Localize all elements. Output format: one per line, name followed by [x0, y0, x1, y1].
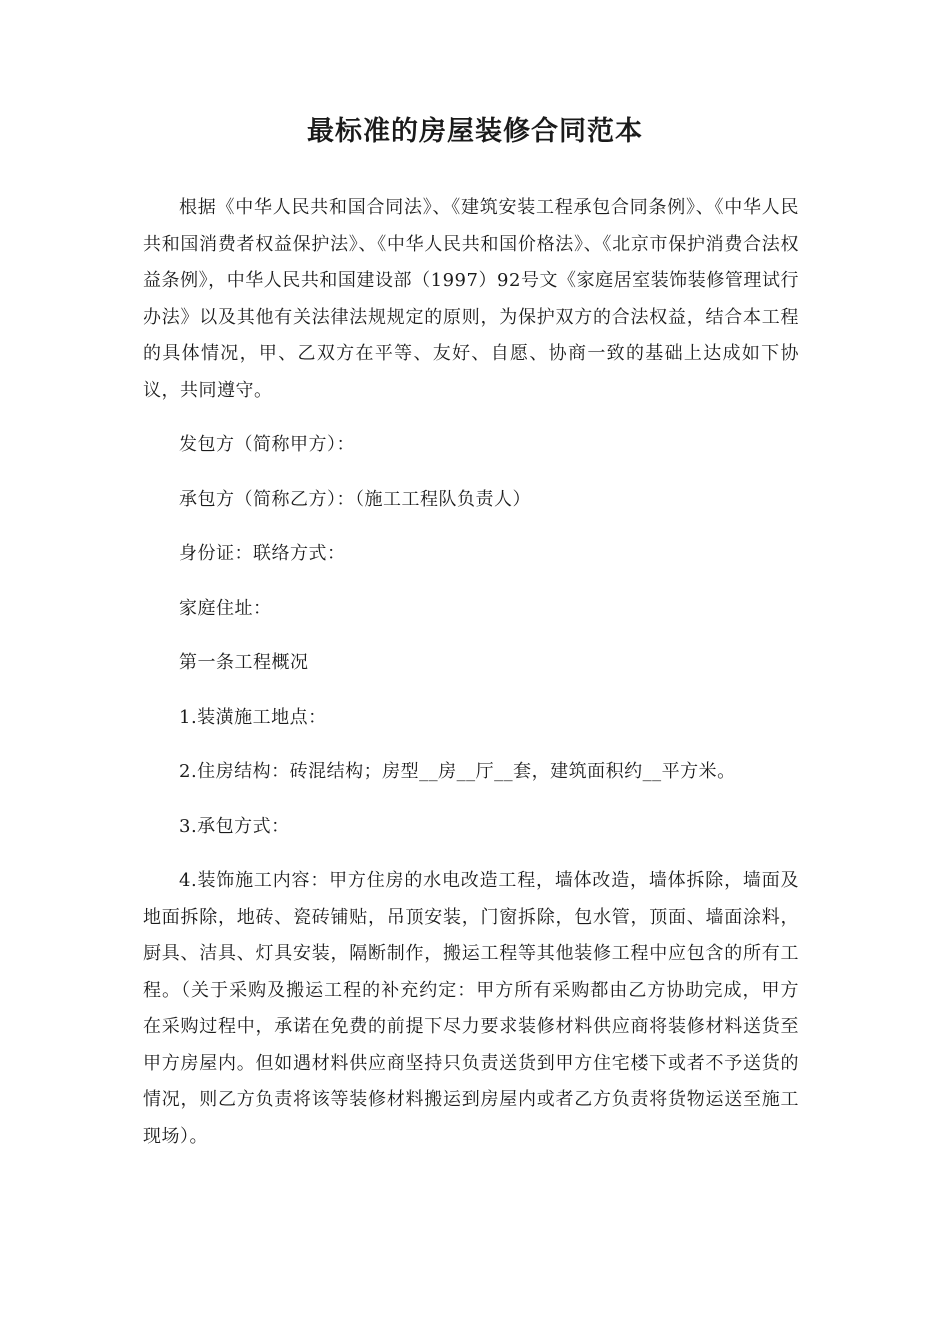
id-contact-line: 身份证：联络方式：: [179, 543, 346, 564]
document-body: [143, 190, 799, 1173]
item-2-structure: 2.住房结构：砖混结构；房型__房__厅__套，建筑面积约__平方米。: [179, 761, 736, 782]
party-b-line: 承包方（简称乙方）：（施工工程队负责人）: [179, 488, 531, 510]
item-1-location: 1.装潢施工地点：: [179, 706, 327, 728]
party-a-line: 发包方（简称甲方）：: [179, 434, 355, 455]
home-address-line: 家庭住址：: [179, 597, 272, 619]
document-title: 最标准的房屋装修合同范本: [307, 116, 643, 147]
item-3-contract-method: 3.承包方式：: [179, 815, 290, 837]
article-1-heading: 第一条工程概况: [179, 652, 309, 673]
preamble-paragraph: 根据《中华人民共和国合同法》、《建筑安装工程承包合同条例》、《中华人民共和国消费者权益保护法》、《中华人民共和国价格法》、《北京市保护消费合法权益条例》，中华人民共和国建设部（1997）92号文《家庭居室装饰装修管理试行办法》以及其他有关法律法规规定的原则，为保护双方的合法权益，结合本工程的具体情况，甲、乙双方在平等、友好、自愿、协商一致的基础上达成如下协议，共同遵守。: [143, 197, 799, 401]
item-4-construction-content: 4.装饰施工内容：甲方住房的水电改造工程，墙体改造，墙体拆除，墙面及地面拆除，地砖、瓷砖铺贴，吊顶安装，门窗拆除，包水管，顶面、墙面涂料，厨具、洁具、灯具安装，隔断制作，搬运工程等其他装修工程中应包含的所有工程。（关于采购及搬运工程的补充约定：甲方所有采购都由乙方协助完成，甲方在采购过程中，承诺在免费的前提下尽力要求装修材料供应商将装修材料送货至甲方房屋内。但如遇材料供应商坚持只负责送货到甲方住宅楼下或者不予送货的情况，则乙方负责将该等装修材料搬运到房屋内或者乙方负责将货物运送至施工现场）。: [143, 870, 799, 1147]
